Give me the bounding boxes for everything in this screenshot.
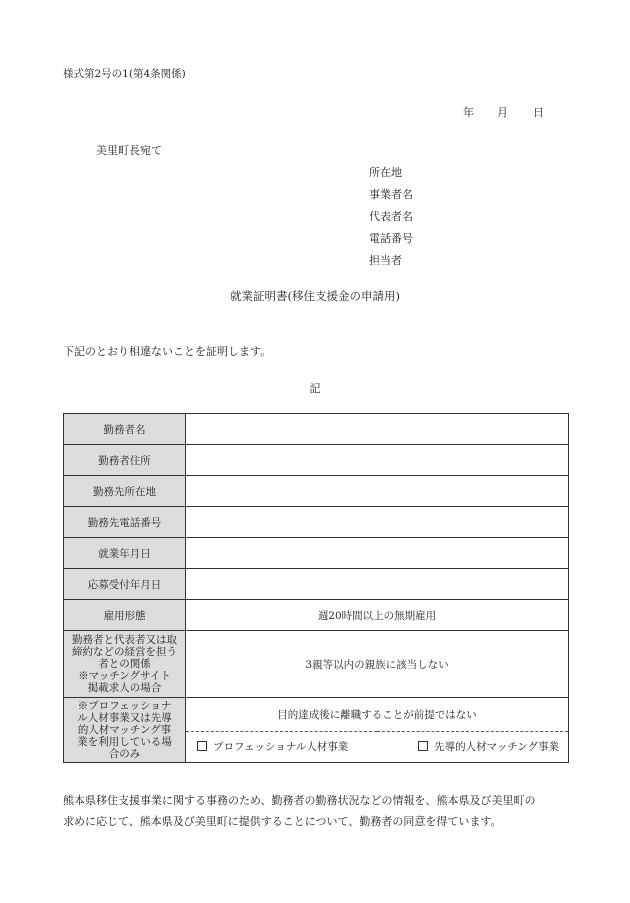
employment-type-value: 週20時間以上の無期雇用 [186,600,569,631]
consent-line: 熊本県移住支援事業に関する事務のため、勤務者の勤務状況などの情報を、熊本県及び美里町の [63,794,536,807]
row-label-worker-address: 勤務者住所 [64,445,186,476]
table-row [64,600,569,631]
sender-contact-label: 担当者 [369,254,402,267]
table-row [64,698,569,732]
date-day-label: 日 [533,106,544,119]
consent-statement [63,790,573,832]
employment-date-field[interactable] [186,538,569,569]
consent-line: 求めに応じて、熊本県及び美里町に提供することについて、勤務者の同意を得ています。 [63,815,502,828]
date-year-label: 年 [463,106,474,119]
application-date-field[interactable] [186,569,569,600]
workplace-address-field[interactable] [186,476,569,507]
ki-heading: 記 [309,382,321,395]
row-label-worker-name: 勤務者名 [64,414,186,445]
professional-label-line: 業を利用している場 [77,736,172,748]
sender-address-label: 所在地 [369,166,402,179]
relation-label-line: 締約などの経営を担う [72,646,177,658]
professional-label-line: ※プロフェッショナ [77,700,172,712]
option-professional[interactable] [197,739,348,754]
professional-label-line: 合のみ [108,748,141,760]
checkbox-icon[interactable] [418,741,428,751]
certification-statement: 下記のとおり相違ないことを証明します。 [63,345,272,358]
row-label-employment-date: 就業年月日 [64,538,186,569]
table-row [64,414,569,445]
table-row [64,507,569,538]
sender-phone-label: 電話番号 [369,232,413,245]
row-label-employment-type: 雇用形態 [64,600,186,631]
row-label-workplace-phone: 勤務先電話番号 [64,507,186,538]
relation-label-line: 勤務者と代表者又は取 [72,634,177,646]
form-number: 様式第2号の1(第4条関係) [63,68,186,80]
relation-label-line: ※マッチングサイト [78,670,171,682]
relation-value: 3親等以内の親族に該当しない [186,631,569,698]
worker-address-field[interactable] [186,445,569,476]
professional-label-line: 的人材マッチング事 [77,724,172,736]
table-row [64,631,569,698]
table-row [64,445,569,476]
document-title: 就業証明書(移住支援金の申請用) [230,289,400,303]
table-row [64,569,569,600]
row-label-application-date: 応募受付年月日 [64,569,186,600]
option-professional-label: プロフェッショナル人材事業 [213,741,349,754]
checkbox-icon[interactable] [197,741,207,751]
certificate-table [63,413,569,763]
worker-name-field[interactable] [186,414,569,445]
relation-label-line: 掲載求人の場合 [87,682,162,694]
sender-representative-label: 代表者名 [369,210,413,223]
professional-label-line: ル人材事業又は先導 [77,712,172,724]
addressee: 美里町長宛て [96,144,162,157]
row-label-professional [64,698,186,763]
option-matching[interactable] [418,739,559,754]
row-label-relation [64,631,186,698]
relation-label-line: 者との関係 [98,658,151,670]
table-row [64,476,569,507]
table-row [64,538,569,569]
sender-company-label: 事業者名 [369,188,413,201]
professional-value: 目的達成後に離職することが前提ではない [186,698,569,732]
professional-options [186,731,569,762]
date-month-label: 月 [497,106,508,119]
row-label-workplace-address: 勤務先所在地 [64,476,186,507]
workplace-phone-field[interactable] [186,507,569,538]
option-matching-label: 先導的人材マッチング事業 [434,741,559,754]
